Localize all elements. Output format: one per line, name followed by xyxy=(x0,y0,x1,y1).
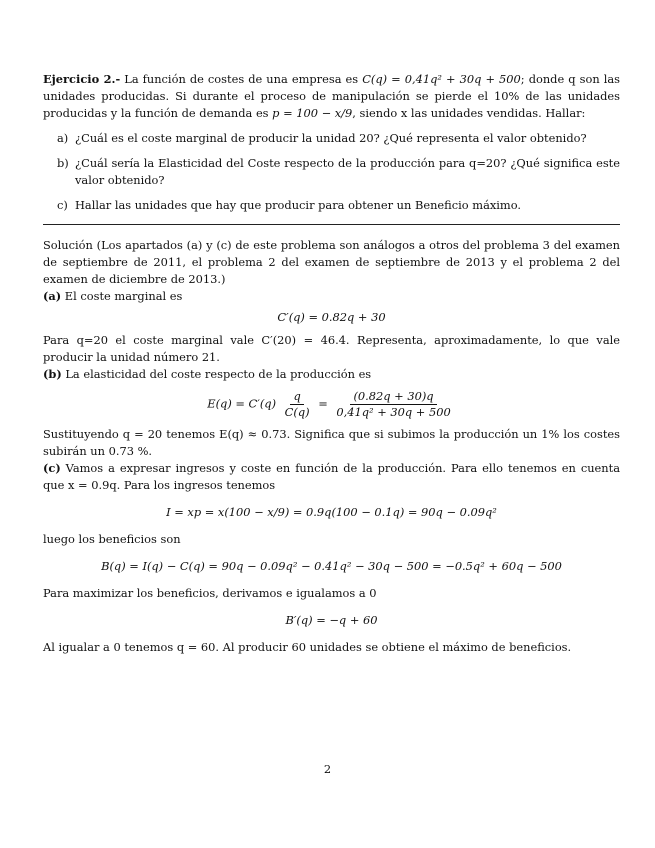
part-b-text: La elasticidad del coste respecto de la producción es xyxy=(61,367,372,381)
equals-sign: = xyxy=(318,396,328,411)
statement-part-a: La función de costes de una empresa es xyxy=(120,72,363,86)
list-item xyxy=(57,197,620,214)
cost-function: C(q) = 0,41q² + 30q + 500 xyxy=(362,72,521,86)
part-a-heading xyxy=(43,288,620,305)
part-b-label: (b) xyxy=(43,367,62,381)
part-c-text: Vamos a expresar ingresos y coste en función de la producción. Para ello tenemos en cuenta que x = 0.9q. Para los ingresos tenemos xyxy=(43,461,620,492)
fraction-numerator: q xyxy=(290,389,303,405)
final-result: Al igualar a 0 tenemos q = 60. Al producir 60 unidades se obtiene el máximo de beneficios. xyxy=(43,640,572,654)
document-body xyxy=(43,71,620,656)
maximize-text: Para maximizar los beneficios, derivamos e igualamos a 0 xyxy=(43,586,377,600)
list-item xyxy=(57,130,620,147)
demand-function: p = 100 − x/9 xyxy=(272,106,353,120)
item-label: a) xyxy=(57,131,69,145)
list-item xyxy=(57,155,620,189)
part-a-label: (a) xyxy=(43,289,62,303)
fraction-q-over-c xyxy=(282,389,313,420)
benefits-intro: luego los beneficios son xyxy=(43,532,181,546)
page-number: 2 xyxy=(323,762,332,776)
fraction-denominator: 0,41q² + 30q + 500 xyxy=(336,405,451,419)
item-text: Hallar las unidades que hay que producir para obtener un Beneficio máximo. xyxy=(75,198,522,212)
elasticity-equation xyxy=(43,389,620,420)
part-c-heading xyxy=(43,460,620,494)
income-equation: I = xp = x(100 − x/9) = 0.9q(100 − 0.1q) = 90q − 0.09q² xyxy=(166,505,497,519)
elasticity-left: E(q) = C′(q) xyxy=(207,396,277,411)
fraction-denominator: C(q) xyxy=(284,405,310,419)
item-text: ¿Cuál sería la Elasticidad del Coste respecto de la producción para q=20? ¿Qué significa este valor obtenido? xyxy=(75,156,620,187)
part-a-text: El coste marginal es xyxy=(61,289,183,303)
fraction-expanded xyxy=(333,389,453,420)
benefit-equation: B(q) = I(q) − C(q) = 90q − 0.09q² − 0.41q² − 30q − 500 = −0.5q² + 60q − 500 xyxy=(101,559,562,573)
part-b-result: Sustituyendo q = 20 tenemos E(q) ≈ 0.73. Significa que si subimos la producción un 1% los costes subirán un 0.73 %. xyxy=(43,427,620,458)
item-label: b) xyxy=(57,156,69,170)
fraction-numerator: (0.82q + 30)q xyxy=(350,389,436,405)
part-a-result: Para q=20 el coste marginal vale C′(20) = 46.4. Representa, aproximadamente, lo que vale producir la unidad número 21. xyxy=(43,333,620,364)
part-c-label: (c) xyxy=(43,461,61,475)
exercise-statement xyxy=(43,71,620,122)
marginal-cost-equation: C′(q) = 0.82q + 30 xyxy=(277,310,386,324)
statement-part-b: ; donde q son las unidades producidas. Si durante el proceso de manipulación se pierde el 10% de las unidades producidas y la función de demanda es xyxy=(43,72,620,120)
statement-part-c: , siendo x las unidades vendidas. Hallar: xyxy=(352,106,586,120)
part-b-heading xyxy=(43,366,620,383)
exercise-title: Ejercicio 2.- xyxy=(43,72,121,86)
derivative-equation: B′(q) = −q + 60 xyxy=(285,613,378,627)
section-divider xyxy=(43,224,620,225)
question-list xyxy=(43,130,620,214)
solution-intro: Solución (Los apartados (a) y (c) de este problema son análogos a otros del problema 3 del examen de septiembre de 2011, el problema 2 del examen de septiembre de 2013 y el problema 2 del examen de diciembre de 2013.) xyxy=(43,238,620,286)
item-text: ¿Cuál es el coste marginal de producir la unidad 20? ¿Qué representa el valor obtenido? xyxy=(75,131,587,145)
item-label: c) xyxy=(57,198,68,212)
